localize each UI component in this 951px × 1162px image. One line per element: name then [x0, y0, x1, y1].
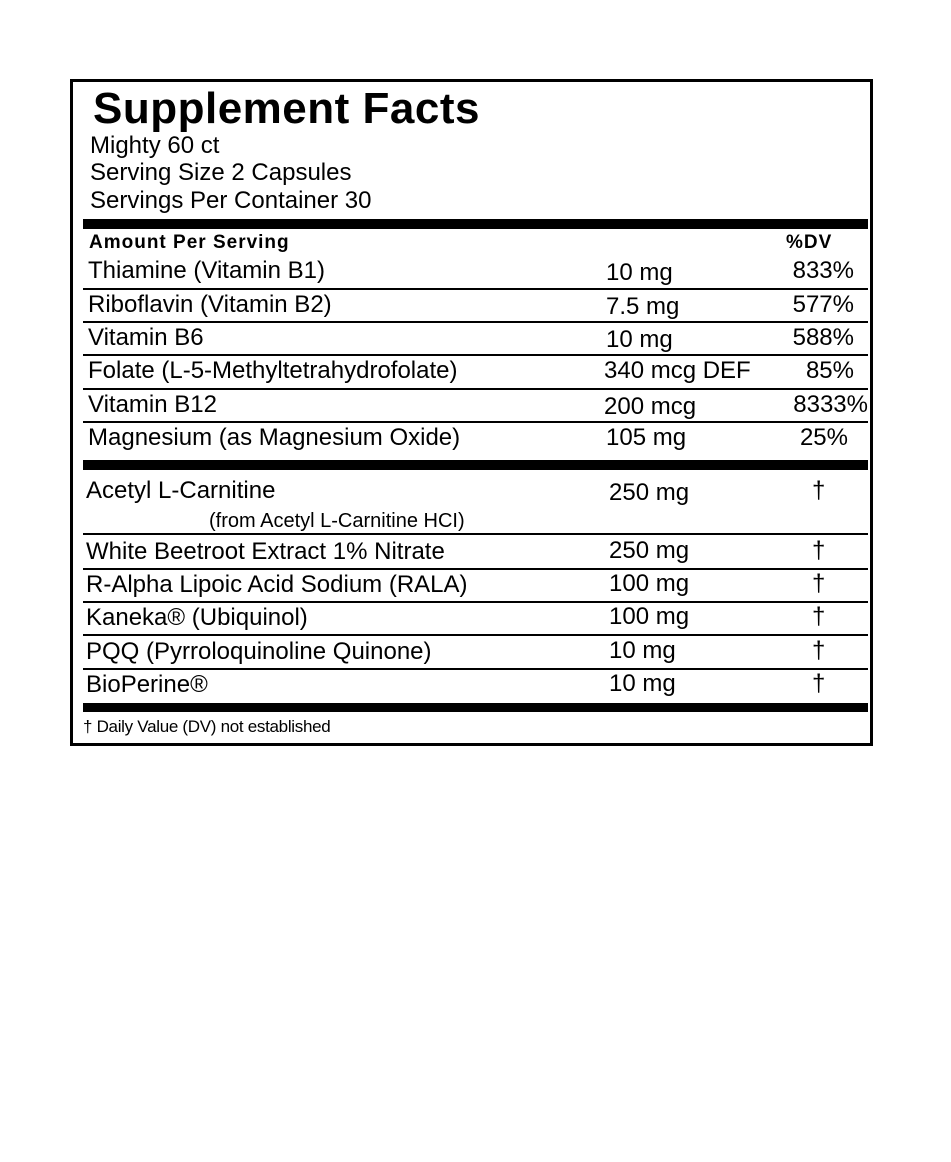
dagger-symbol: †: [812, 570, 826, 597]
nutrient-name: Thiamine (Vitamin B1): [88, 257, 325, 284]
ingredient-name: BioPerine®: [86, 671, 208, 698]
nutrient-name: Vitamin B6: [88, 324, 204, 351]
nutrient-dv: 577%: [792, 291, 854, 318]
ingredient-amount: 100 mg: [609, 603, 690, 630]
nutrient-name: Folate (L-5-Methyltetrahydrofolate): [88, 357, 458, 384]
ingredient-amount: 100 mg: [609, 570, 690, 597]
amount-per-serving-header: Amount Per Serving: [89, 232, 290, 253]
nutrient-amount: 10 mg: [606, 259, 673, 286]
ingredient-name: Acetyl L-Carnitine: [86, 477, 276, 504]
nutrient-amount: 340 mcg DEF: [604, 357, 751, 384]
ingredient-row: [73, 537, 870, 571]
nutrient-dv: 8333%: [793, 391, 868, 418]
nutrient-amount: 105 mg: [606, 424, 687, 451]
nutrient-amount: 10 mg: [606, 326, 673, 353]
ingredient-amount: 250 mg: [609, 537, 690, 564]
dagger-symbol: †: [812, 537, 826, 564]
footnote: † Daily Value (DV) not established: [83, 717, 331, 736]
ingredient-name: Kaneka® (Ubiquinol): [86, 604, 308, 631]
nutrient-row: [73, 423, 870, 457]
ingredient-row: [73, 477, 870, 532]
servings-per-container: Servings Per Container 30: [90, 187, 372, 214]
nutrient-dv: 25%: [799, 424, 848, 451]
divider-thick: [83, 703, 868, 712]
nutrient-amount: 200 mcg: [604, 393, 697, 420]
nutrient-name: Vitamin B12: [88, 391, 217, 418]
dagger-symbol: †: [812, 603, 826, 630]
row-divider: [83, 533, 868, 535]
nutrient-row: [73, 323, 870, 357]
row-divider: [83, 634, 868, 636]
nutrient-amount: 7.5 mg: [606, 293, 680, 320]
ingredient-row: [73, 603, 870, 637]
nutrient-row: [73, 256, 870, 290]
ingredient-amount: 10 mg: [609, 670, 676, 697]
product-name: Mighty 60 ct: [90, 132, 220, 159]
ingredient-amount: 250 mg: [609, 479, 690, 506]
dv-header: %DV: [786, 232, 833, 253]
nutrient-name: Magnesium (as Magnesium Oxide): [88, 424, 461, 451]
serving-size: Serving Size 2 Capsules: [90, 159, 352, 186]
dagger-symbol: †: [812, 637, 826, 664]
divider-thick: [83, 460, 868, 470]
ingredient-name: R-Alpha Lipoic Acid Sodium (RALA): [86, 571, 468, 598]
ingredient-name: PQQ (Pyrroloquinoline Quinone): [86, 638, 432, 665]
nutrient-dv: 85%: [805, 357, 854, 384]
dagger-symbol: †: [812, 477, 826, 504]
nutrient-row: [73, 290, 870, 324]
ingredient-amount: 10 mg: [609, 637, 676, 664]
ingredient-note: (from Acetyl L-Carnitine HCI): [209, 510, 465, 532]
supplement-facts-panel: [70, 79, 873, 746]
ingredient-row: [73, 637, 870, 671]
nutrient-dv: 588%: [792, 324, 854, 351]
nutrient-dv: 833%: [792, 257, 854, 284]
nutrient-name: Riboflavin (Vitamin B2): [88, 291, 332, 318]
panel-title: Supplement Facts: [93, 84, 480, 133]
dagger-symbol: †: [812, 670, 826, 697]
nutrient-row: [73, 356, 870, 390]
ingredient-name: White Beetroot Extract 1% Nitrate: [86, 538, 445, 565]
nutrient-row: [73, 390, 870, 424]
ingredient-row: [73, 670, 870, 704]
ingredient-row: [73, 570, 870, 604]
divider-thick: [83, 219, 868, 229]
